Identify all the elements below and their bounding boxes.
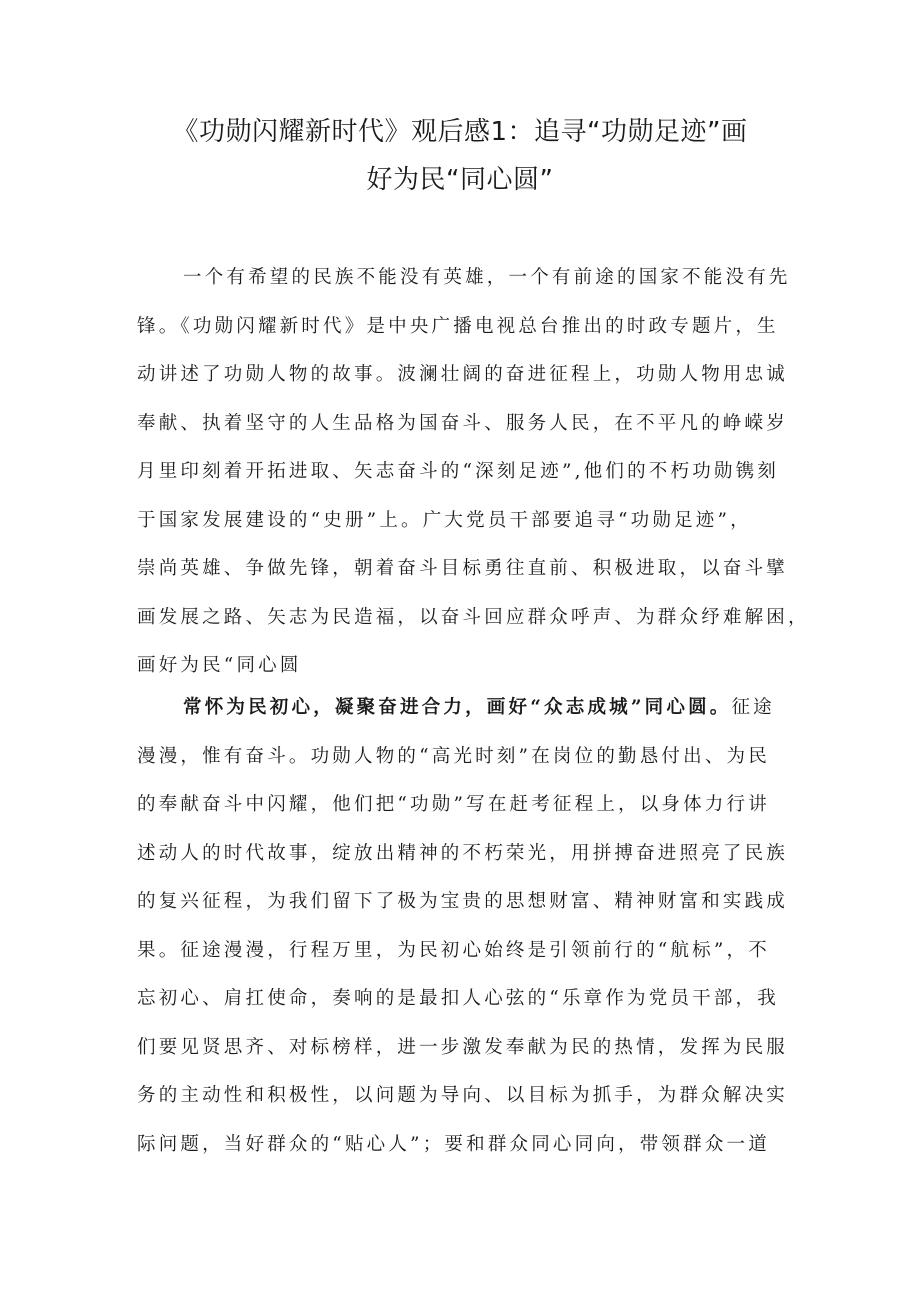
- paragraph-line: 奉献、执着坚守的人生品格为国奋斗、服务人民，在不平凡的峥嵘岁: [137, 412, 789, 434]
- paragraph-line: 崇尚英雄、争做先锋，朝着奋斗目标勇往直前、积极进取，以奋斗擘: [137, 558, 789, 579]
- paragraph-line: 的复兴征程，为我们留下了极为宝贵的思想财富、精神财富和实践成: [137, 891, 789, 912]
- paragraph-line: 忘初心、肩扛使命，奏响的是最扣人心弦的“乐章作为党员干部，我: [137, 988, 779, 1009]
- paragraph-1: [137, 254, 810, 691]
- paragraph-line: 漫漫，惟有奋斗。功勋人物的“高光时刻”在岗位的勤恳付出、为民: [137, 745, 770, 767]
- paragraph-line: 们要见贤思齐、对标榜样，进一步激发奉献为民的热情，发挥为民服: [137, 1036, 789, 1058]
- paragraph-line: 果。征途漫漫，行程万里，为民初心始终是引领前行的“航标”，不: [137, 939, 770, 961]
- paragraph-line: 动讲述了功勋人物的故事。波澜壮阔的奋进征程上，功勋人物用忠诚: [137, 364, 789, 385]
- paragraph-line: 画发展之路、矢志为民造福，以奋斗回应群众呼声、为群众纾难解困，: [137, 606, 810, 628]
- paragraph-line: 一个有希望的民族不能没有英雄，一个有前途的国家不能没有先: [183, 267, 791, 288]
- paragraph-line: 的奉献奋斗中闪耀，他们把“功勋”写在赶考征程上，以身体力行讲: [137, 794, 770, 815]
- paragraph-line: 锋。《功勋闪耀新时代》是中央广播电视总台推出的时政专题片，生: [137, 315, 779, 337]
- paragraph-2: [137, 684, 797, 1169]
- paragraph-line: 常怀为民初心，凝聚奋进合力，画好“众志成城”同心圆。征途: [183, 697, 775, 718]
- paragraph-line: 画好为民“同心圆: [137, 655, 302, 676]
- section-heading: 常怀为民初心，凝聚奋进合力，画好“众志成城”同心圆。: [183, 697, 732, 718]
- paragraph-line: 月里印刻着开拓进取、矢志奋斗的“深刻足迹”,他们的不朽功勋镌刻: [137, 461, 779, 482]
- paragraph-line: 于国家发展建设的“史册”上。广大党员干部要追寻“功勋足迹”，: [137, 509, 752, 531]
- paragraph-line: 务的主动性和积极性，以问题为导向、以目标为抓手，为群众解决实: [137, 1085, 789, 1106]
- paragraph-line: 述动人的时代故事，绽放出精神的不朽荣光，用拼搏奋进照亮了民族: [137, 842, 789, 864]
- document-title: [130, 108, 790, 204]
- paragraph-line: 际问题，当好群众的“贴心人”；要和群众同心同向，带领群众一道: [137, 1133, 770, 1155]
- title-line-2: 好为民“同心圆”: [366, 165, 554, 195]
- title-line-1: 《功勋闪耀新时代》观后感1：追寻“功勋足迹”画: [172, 117, 748, 147]
